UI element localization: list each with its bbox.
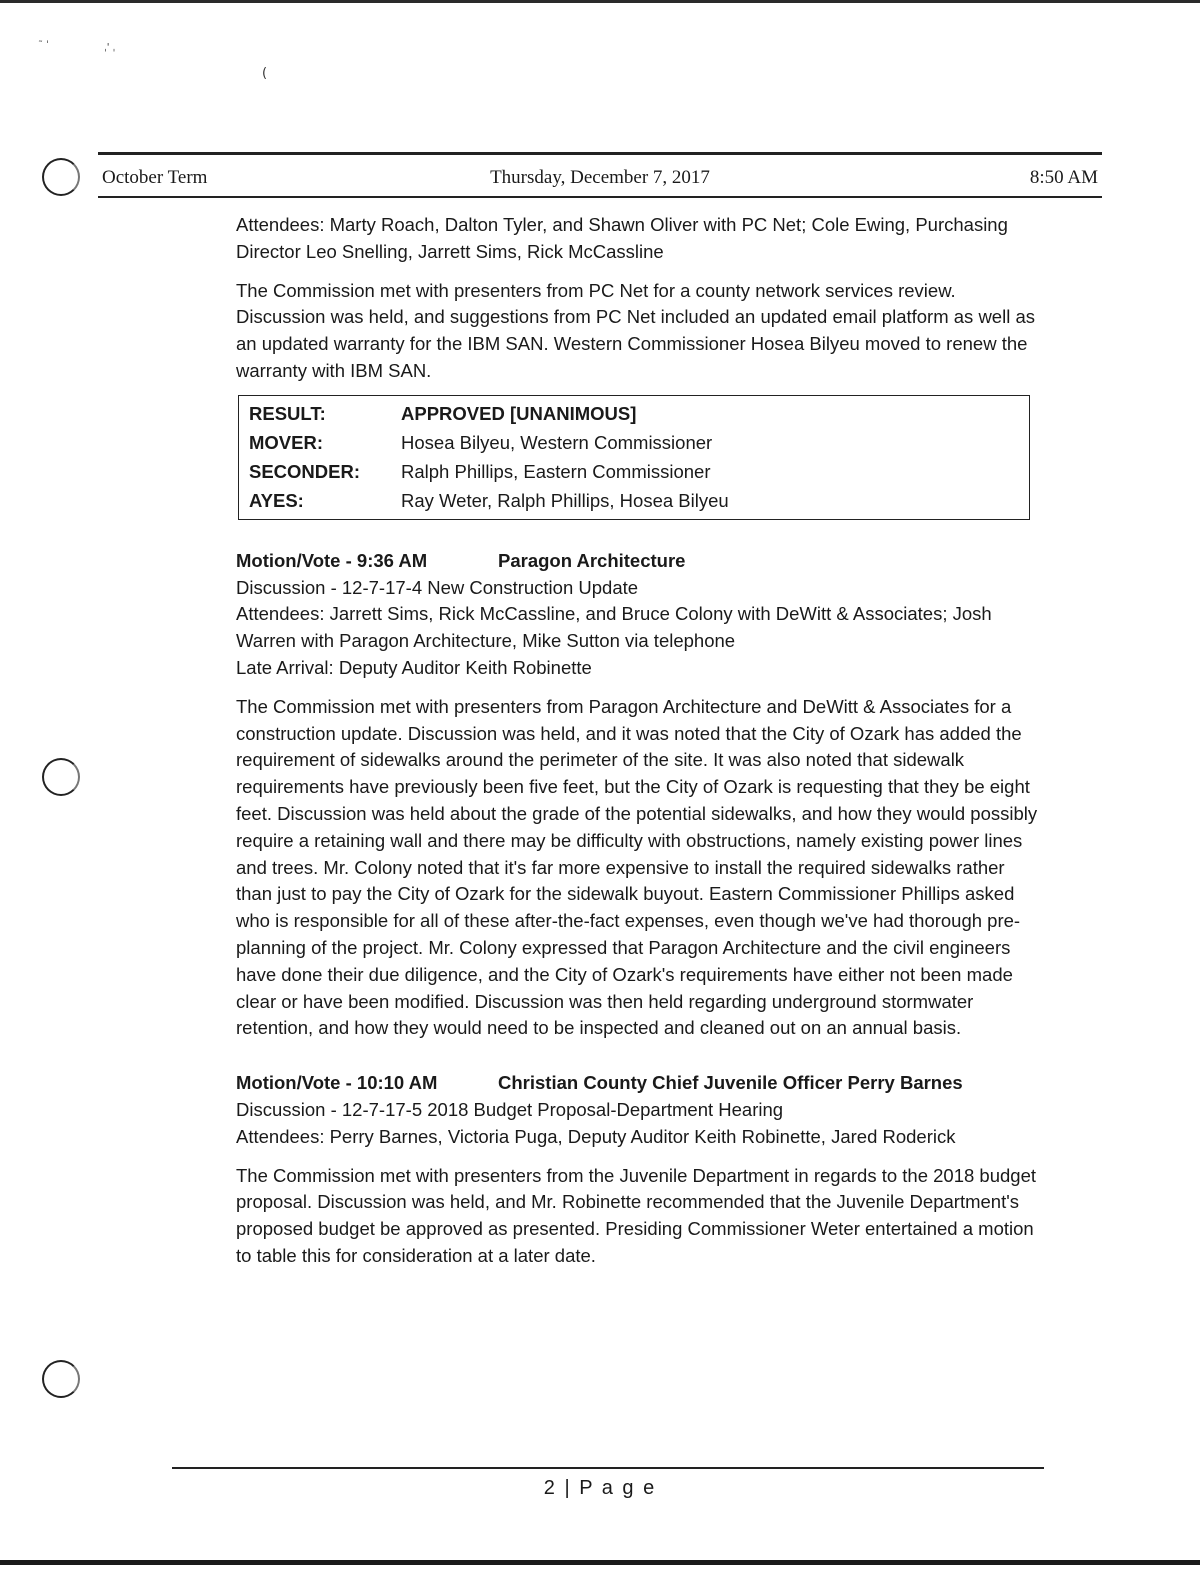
vote-label: AYES:	[249, 489, 304, 511]
vote-row-mover	[249, 428, 1019, 457]
vote-row-ayes	[249, 486, 1019, 515]
section2-discussion: Discussion - 12-7-17-4 New Construction Update	[236, 576, 639, 598]
section2-late-arrival: Late Arrival: Deputy Auditor Keith Robinette	[236, 656, 592, 678]
section2-motion-title: Paragon Architecture	[498, 549, 686, 571]
section2-attendees: Attendees: Jarrett Sims, Rick McCassline, and Bruce Colony with DeWitt & Associates; Josh Warren with Paragon Architecture, Mike Sutton via telephone	[236, 603, 992, 652]
section1-body: The Commission met with presenters from PC Net for a county network services review. Discussion was held, and suggestions from PC Net included an updated email platform as well as an updated warranty for the IBM SAN. Western Commissioner Hosea Bilyeu moved to renew the warranty with IBM SAN.	[236, 279, 1035, 381]
vote-value: Ralph Phillips, Eastern Commissioner	[401, 460, 711, 482]
header-date: Thursday, December 7, 2017	[490, 167, 710, 188]
scan-speck: (	[262, 66, 268, 81]
section3-discussion: Discussion - 12-7-17-5 2018 Budget Proposal-Department Hearing	[236, 1098, 784, 1120]
section2-motion-time: Motion/Vote - 9:36 AM	[236, 549, 428, 571]
section3-attendees: Attendees: Perry Barnes, Victoria Puga, Deputy Auditor Keith Robinette, Jared Roderick	[236, 1125, 956, 1147]
scan-speck: ˜ ˈ	[38, 40, 49, 51]
vote-result-box	[238, 395, 1030, 520]
section2-motion-heading	[236, 548, 1042, 575]
punch-hole	[42, 158, 80, 196]
vote-row-seconder	[249, 457, 1019, 486]
vote-value: Ray Weter, Ralph Phillips, Hosea Bilyeu	[401, 489, 729, 511]
vote-value: Hosea Bilyeu, Western Commissioner	[401, 431, 713, 453]
header-term: October Term	[102, 167, 208, 188]
section3-motion-time: Motion/Vote - 10:10 AM	[236, 1072, 438, 1094]
vote-row-result	[249, 399, 1019, 428]
minutes-content	[236, 212, 1042, 1270]
section2-body: The Commission met with presenters from Paragon Architecture and DeWitt & Associates for a construction update. Discussion was held, and it was noted that the City of Ozark has added the requirement of sidewalks around the perimeter of the site. It was also noted that sidewalk requirements have previously been five feet, but the City of Ozark is requesting that they be eight feet. Discussion was held about the grade of the potential sidewalks, and how they would possibly require a retaining wall and there may be difficulty with obstructions, namely existing power lines and trees. Mr. Colony noted that it's far more expensive to install the required sidewalks rather than just to pay the City of Ozark for the sidewalk buyout. Eastern Commissioner Phillips asked who is responsible for all of these after-the-fact expenses, even though we've had thorough pre-planning of the project. Mr. Colony expressed that Paragon Architecture and the civil engineers have done their due diligence, and the City of Ozark's requirements have either not been made clear or have been modified. Discussion was then held regarding underground stormwater retention, and how they would need to be inspected and cleaned out on an annual basis.	[236, 695, 1038, 1039]
header-time: 8:50 AM	[1029, 167, 1098, 188]
section3-motion-heading	[236, 1070, 1042, 1097]
section1-attendees: Attendees: Marty Roach, Dalton Tyler, and Shawn Oliver with PC Net; Cole Ewing, Purchasing Director Leo Snelling, Jarrett Sims, Rick McCassline	[236, 214, 1008, 262]
vote-value: APPROVED [UNANIMOUS]	[401, 402, 637, 424]
page-number: 2 | P a g e	[543, 1477, 657, 1499]
scan-top-edge	[0, 0, 1200, 3]
section3-body: The Commission met with presenters from the Juvenile Department in regards to the 2018 budget proposal. Discussion was held, and Mr. Robinette recommended that the Juvenile Department's proposed budget be approved as presented. Presiding Commissioner Weter entertained a motion to table this for consideration at a later date.	[236, 1164, 1037, 1266]
punch-hole	[42, 1360, 80, 1398]
footer-rule	[172, 1467, 1044, 1469]
punch-hole	[42, 758, 80, 796]
scan-speck: ˌ' ˌ	[104, 42, 116, 53]
vote-label: RESULT:	[249, 402, 326, 424]
vote-label: SECONDER:	[249, 460, 361, 482]
vote-label: MOVER:	[249, 431, 323, 453]
scan-bottom-edge	[0, 1560, 1200, 1565]
section3-motion-title: Christian County Chief Juvenile Officer Perry Barnes	[498, 1072, 963, 1094]
page-header	[98, 152, 1102, 198]
